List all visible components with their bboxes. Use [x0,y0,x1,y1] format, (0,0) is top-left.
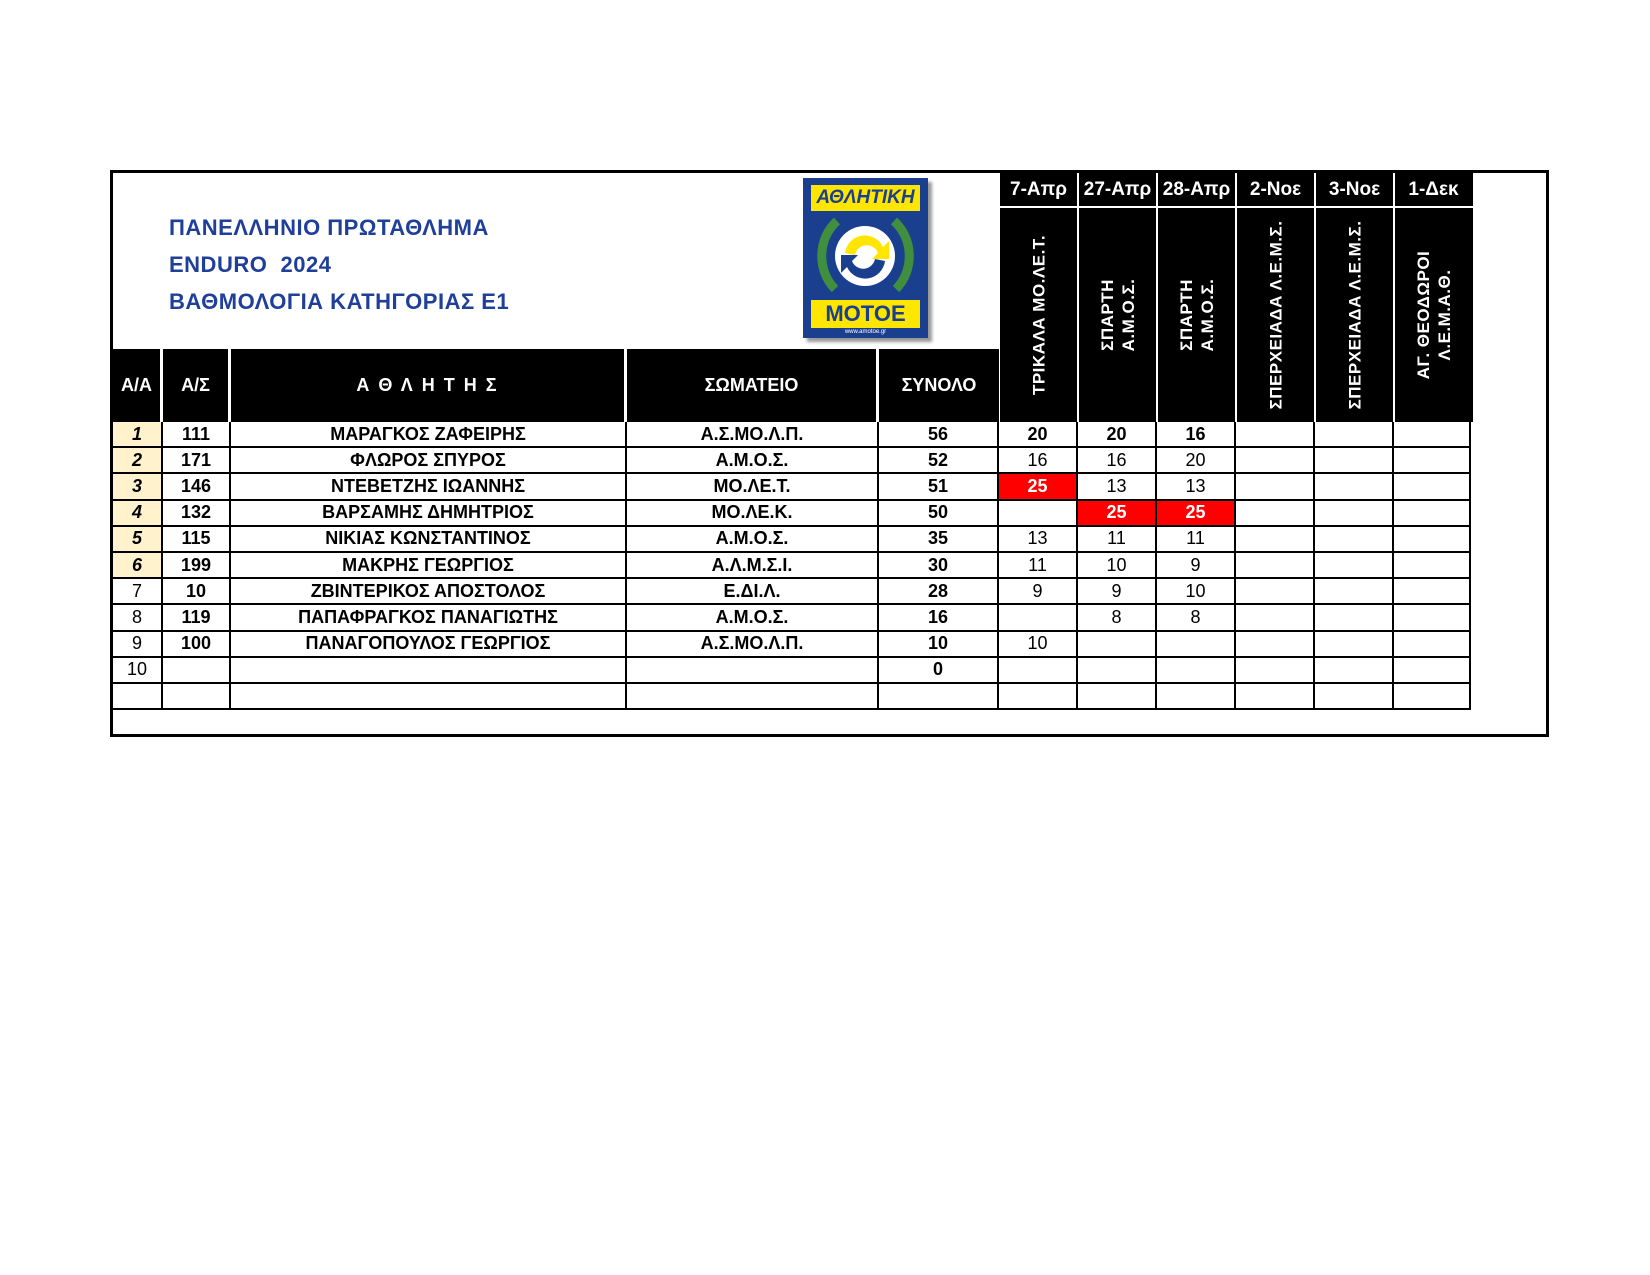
club-cell: ΜΟ.ΛΕ.Κ. [627,501,879,527]
total-cell: 0 [879,658,999,684]
race-score-cell [1394,553,1471,579]
race-score-cell: 25 [1078,501,1157,527]
race-score-cell: 11 [999,553,1078,579]
race-venue-header [1078,208,1157,422]
header-total: ΣΥΝΟΛΟ [879,349,999,422]
position-cell: 6 [113,553,163,579]
race-score-cell: 10 [1157,579,1236,605]
race-score-cell [1078,684,1157,710]
club-cell: Α.Μ.Ο.Σ. [627,527,879,553]
header-aa: Α/Α [113,349,160,422]
athlete-name-cell: ΒΑΡΣΑΜΗΣ ΔΗΜΗΤΡΙΟΣ [231,501,627,527]
race-venue-line: Λ.Ε.Μ.Α.Θ. [1434,269,1454,361]
title-line-3: ΒΑΘΜΟΛΟΓΙΑ ΚΑΤΗΓΟΡΙΑΣ Ε1 [169,289,510,314]
race-score-cell: 10 [999,632,1078,658]
race-score-cell: 13 [1157,474,1236,500]
title-line-2: ENDURO 2024 [169,252,332,277]
race-score-cell: 16 [1157,422,1236,448]
race-score-cell [1394,527,1471,553]
race-score-cell [1078,658,1157,684]
club-cell: ΜΟ.ΛΕ.Τ. [627,474,879,500]
header-athlete: Α Θ Λ Η Τ Η Σ [231,349,624,422]
race-score-cell: 16 [999,448,1078,474]
race-score-cell [1236,579,1315,605]
athlete-name-cell: ΝΙΚΙΑΣ ΚΩΝΣΤΑΝΤΙΝΟΣ [231,527,627,553]
total-cell: 52 [879,448,999,474]
race-venue-header [1236,208,1315,422]
standings-sheet [110,170,1549,737]
race-score-cell [1157,632,1236,658]
total-cell: 28 [879,579,999,605]
total-cell: 56 [879,422,999,448]
table-row [113,658,1546,684]
race-score-cell [1236,658,1315,684]
race-score-cell [1315,632,1394,658]
race-score-cell [1315,422,1394,448]
table-row [113,474,1546,500]
race-score-cell [1157,684,1236,710]
number-cell: 119 [163,605,231,631]
header-divider [1235,173,1237,422]
number-cell: 146 [163,474,231,500]
race-score-cell [1236,474,1315,500]
race-venue-line: ΣΠΑΡΤΗ [1097,279,1117,351]
race-score-cell [1315,527,1394,553]
race-score-cell: 25 [1157,501,1236,527]
club-cell: Α.Σ.ΜΟ.Λ.Π. [627,632,879,658]
club-cell [627,658,879,684]
race-venue-line: Α.Μ.Ο.Σ. [1197,278,1217,352]
number-cell [163,684,231,710]
athlete-name-cell: ΜΑΡΑΓΚΟΣ ΖΑΦΕΙΡΗΣ [231,422,627,448]
race-score-cell [1394,605,1471,631]
race-score-cell: 25 [999,474,1078,500]
race-score-cell [1394,684,1471,710]
club-cell: Α.Λ.Μ.Σ.Ι. [627,553,879,579]
race-venue-line: Α.Μ.Ο.Σ. [1118,278,1138,352]
header-divider [1314,173,1316,422]
position-cell: 1 [113,422,163,448]
total-cell: 10 [879,632,999,658]
race-score-cell [1394,501,1471,527]
race-score-cell [999,605,1078,631]
club-cell: Ε.ΔΙ.Λ. [627,579,879,605]
race-score-cell [1236,684,1315,710]
athlete-name-cell [231,658,627,684]
athlete-name-cell: ΦΛΩΡΟΣ ΣΠΥΡΟΣ [231,448,627,474]
race-score-cell: 8 [1157,605,1236,631]
table-row [113,501,1546,527]
race-date-header: 1-Δεκ [1394,173,1473,206]
race-score-cell [1394,658,1471,684]
race-venue-header [1157,208,1236,422]
race-date-header: 2-Νοε [1236,173,1315,206]
number-cell: 171 [163,448,231,474]
race-score-cell [1236,422,1315,448]
header-divider [1393,173,1395,422]
race-score-cell [1236,632,1315,658]
race-venue-line: ΣΠΑΡΤΗ [1176,279,1196,351]
table-row [113,553,1546,579]
race-score-cell: 13 [1078,474,1157,500]
logo-url: www.amotoe.gr [844,329,887,335]
club-cell: Α.Μ.Ο.Σ. [627,605,879,631]
table-row [113,605,1546,631]
race-score-cell [1315,658,1394,684]
table-row [113,422,1546,448]
race-score-cell [1236,553,1315,579]
race-score-cell: 9 [1078,579,1157,605]
club-cell: Α.Σ.ΜΟ.Λ.Π. [627,422,879,448]
athlete-name-cell: ΠΑΠΑΦΡΑΓΚΟΣ ΠΑΝΑΓΙΩΤΗΣ [231,605,627,631]
number-cell: 10 [163,579,231,605]
race-score-cell [1394,579,1471,605]
position-cell: 4 [113,501,163,527]
club-cell: Α.Μ.Ο.Σ. [627,448,879,474]
race-venue-label [1097,279,1139,352]
number-cell [163,658,231,684]
race-date-header: 7-Απρ [999,173,1078,206]
race-score-cell: 10 [1078,553,1157,579]
number-cell: 100 [163,632,231,658]
race-score-cell [1315,605,1394,631]
race-score-cell: 13 [999,527,1078,553]
race-date-header: 28-Απρ [1157,173,1236,206]
athlete-name-cell [231,684,627,710]
table-row [113,579,1546,605]
race-score-cell: 16 [1078,448,1157,474]
race-score-cell [1394,474,1471,500]
race-venue-label [1344,221,1365,410]
header-club: ΣΩΜΑΤΕΙΟ [627,349,876,422]
race-venue-label [1028,235,1049,395]
race-score-cell [1315,501,1394,527]
race-score-cell [1315,474,1394,500]
position-cell: 8 [113,605,163,631]
position-cell: 9 [113,632,163,658]
total-cell: 51 [879,474,999,500]
logo-top-text: ΑΘΛΗΤΙΚΗ [811,185,920,211]
total-cell: 16 [879,605,999,631]
race-venue-label [1265,221,1286,410]
race-venue-line: ΑΓ. ΘΕΟΔΩΡΟΙ [1413,250,1433,380]
header-as: Α/Σ [163,349,228,422]
position-cell: 3 [113,474,163,500]
total-cell: 35 [879,527,999,553]
race-venue-header [999,208,1078,422]
total-cell: 50 [879,501,999,527]
race-score-cell [1315,684,1394,710]
position-cell: 5 [113,527,163,553]
athlete-name-cell: ΠΑΝΑΓΟΠΟΥΛΟΣ ΓΕΩΡΓΙΟΣ [231,632,627,658]
number-cell: 111 [163,422,231,448]
laurel-wreath-icon [815,211,916,299]
position-cell: 10 [113,658,163,684]
race-score-cell [1078,632,1157,658]
race-score-cell [999,658,1078,684]
race-score-cell [1236,527,1315,553]
race-score-cell: 11 [1078,527,1157,553]
table-row [113,448,1546,474]
total-cell: 30 [879,553,999,579]
number-cell: 199 [163,553,231,579]
race-venue-header [1315,208,1394,422]
athlete-name-cell: ΜΑΚΡΗΣ ΓΕΩΡΓΙΟΣ [231,553,627,579]
table-row [113,527,1546,553]
race-venue-line: ΣΠΕΡΧΕΙΑΔΑ Λ.Ε.Μ.Σ. [1345,220,1364,410]
header-divider [1156,173,1158,422]
club-cell [627,684,879,710]
race-score-cell [1315,448,1394,474]
race-score-cell [1236,448,1315,474]
table-row [113,684,1546,710]
race-score-cell [999,684,1078,710]
race-venue-label [1176,279,1218,352]
race-score-cell: 20 [999,422,1078,448]
race-score-cell [999,501,1078,527]
athlete-name-cell: ΖΒΙΝΤΕΡΙΚΟΣ ΑΠΟΣΤΟΛΟΣ [231,579,627,605]
header-divider [1077,173,1079,422]
race-date-header: 3-Νοε [1315,173,1394,206]
race-score-cell [1157,658,1236,684]
number-cell: 132 [163,501,231,527]
race-score-cell [1394,422,1471,448]
race-score-cell: 8 [1078,605,1157,631]
number-cell: 115 [163,527,231,553]
race-score-cell: 20 [1078,422,1157,448]
race-venue-line: ΣΠΕΡΧΕΙΑΔΑ Λ.Ε.Μ.Σ. [1266,220,1285,410]
position-cell: 7 [113,579,163,605]
race-score-cell [1315,553,1394,579]
race-score-cell: 20 [1157,448,1236,474]
race-score-cell: 9 [1157,553,1236,579]
total-cell [879,684,999,710]
race-score-cell: 11 [1157,527,1236,553]
race-score-cell [1394,632,1471,658]
position-cell [113,684,163,710]
athlete-name-cell: ΝΤΕΒΕΤΖΗΣ ΙΩΑΝΝΗΣ [231,474,627,500]
race-venue-label [1413,251,1455,380]
race-date-header: 27-Απρ [1078,173,1157,206]
race-score-cell [1236,605,1315,631]
race-score-cell [1236,501,1315,527]
race-score-cell: 9 [999,579,1078,605]
amotoe-logo [803,178,928,338]
position-cell: 2 [113,448,163,474]
table-row [113,632,1546,658]
race-venue-header [1394,208,1473,422]
race-score-cell [1315,579,1394,605]
logo-bottom-text: ΜΟΤΟΕ [811,300,920,328]
title-line-1: ΠΑΝΕΛΛΗΝΙΟ ΠΡΩΤΑΘΛΗΜΑ [169,215,489,240]
race-venue-line: ΤΡΙΚΑΛΑ ΜΟ.ΛΕ.Τ. [1029,234,1048,396]
race-score-cell [1394,448,1471,474]
